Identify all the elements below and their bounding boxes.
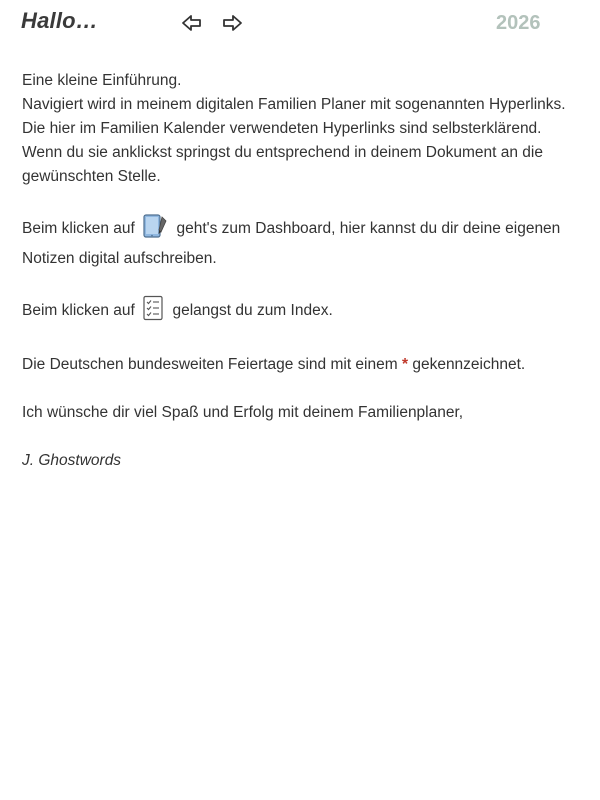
- header: [0, 0, 600, 46]
- checklist-icon: [142, 295, 164, 321]
- index-link[interactable]: [142, 295, 164, 329]
- holiday-note-suffix: gekennzeichnet.: [412, 356, 526, 373]
- holiday-note: [22, 353, 582, 377]
- signature: J. Ghostwords: [22, 452, 122, 469]
- dashboard-link[interactable]: [142, 213, 168, 247]
- holiday-marker: *: [401, 356, 409, 373]
- next-page-button[interactable]: [221, 13, 243, 33]
- holiday-note-prefix: Die Deutschen bundesweiten Feiertage sind mit einem: [22, 356, 398, 373]
- intro-line: Navigiert wird in meinem digitalen Familien Planer mit sogenannten Hyperlinks.: [22, 96, 566, 113]
- wishes-text: Ich wünsche dir viel Spaß und Erfolg mit deinem Familienplaner,: [22, 404, 464, 421]
- page-title: Hallo…: [21, 8, 98, 33]
- year-label: 2026: [496, 12, 541, 34]
- intro-line: Wenn du sie anklickst springst du entsprechend in deinem Dokument an die gewünschten Stelle.: [22, 144, 543, 185]
- arrow-left-icon: [181, 13, 203, 33]
- tablet-pen-icon: [142, 213, 168, 239]
- index-hint-suffix: gelangst du zum Index.: [172, 302, 333, 319]
- index-hint-prefix: Beim klicken auf: [22, 302, 135, 319]
- dashboard-hint: [22, 213, 582, 271]
- arrow-right-icon: [221, 13, 243, 33]
- intro-content: [22, 69, 582, 473]
- intro-line: Eine kleine Einführung.: [22, 72, 182, 89]
- index-hint: [22, 295, 582, 329]
- dashboard-hint-suffix: geht's zum Dashboard, hier kannst du dir deine eigenen Notizen digital aufschreiben.: [22, 220, 561, 267]
- previous-page-button[interactable]: [181, 13, 203, 33]
- dashboard-hint-prefix: Beim klicken auf: [22, 220, 135, 237]
- intro-line: Die hier im Familien Kalender verwendeten Hyperlinks sind selbsterklärend.: [22, 120, 542, 137]
